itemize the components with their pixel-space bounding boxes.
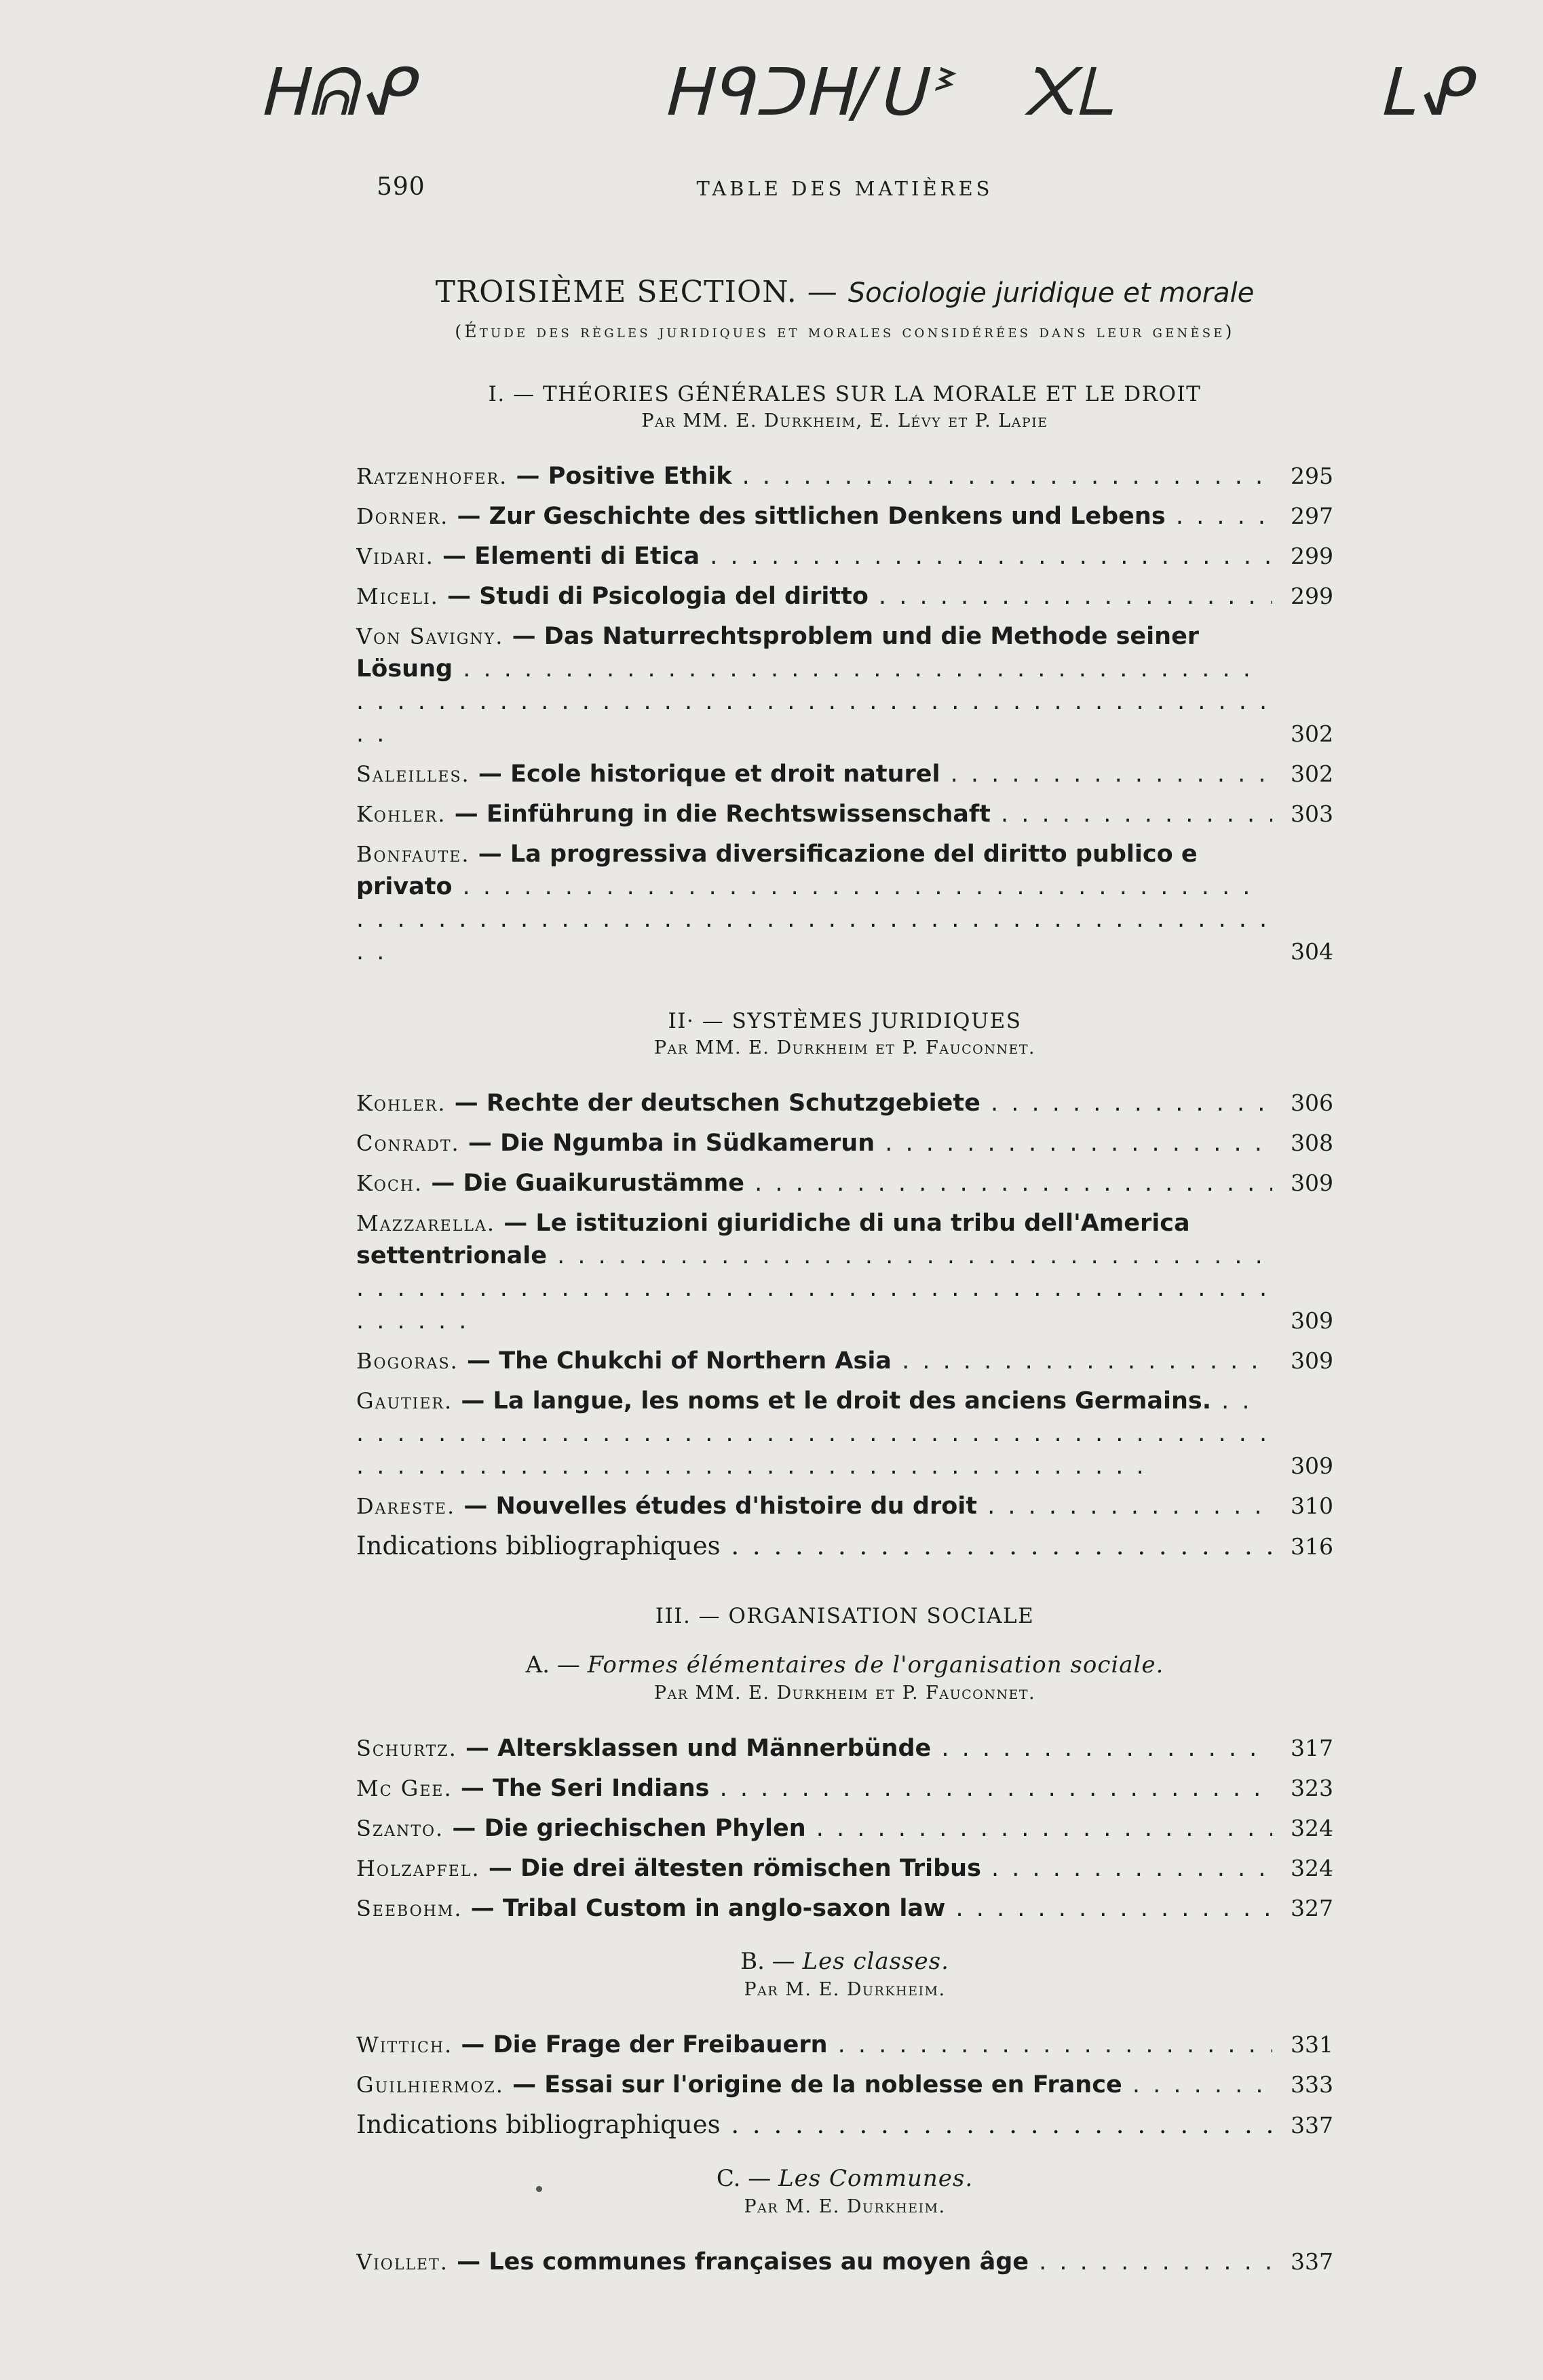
subsection-c-entry-list: [356, 2246, 1333, 2278]
toc-entry-author: Schurtz.: [356, 1735, 457, 1761]
toc-entry-page: 324: [1291, 1855, 1333, 1881]
toc-entry-page: 308: [1291, 1130, 1333, 1156]
toc-entry-page: 316: [1291, 1533, 1333, 1560]
toc-entry-text: [356, 838, 1272, 968]
subsection-c-byline: Par M. E. Durkheim.: [744, 2196, 946, 2217]
toc-entry-text: [356, 1207, 1272, 1337]
subsection-a-label: A. —: [525, 1651, 580, 1678]
toc-entry-title: — Essai sur l'origine de la noblesse en France . . .: [512, 2071, 1272, 2098]
subsection-b-label: B. —: [740, 1948, 795, 1975]
toc-entry-text: [356, 2029, 1272, 2061]
toc-entry-page: 302: [1291, 761, 1333, 787]
toc-entry-page: 309: [1291, 1347, 1333, 1374]
toc-entry: [356, 500, 1333, 533]
toc-entry-text: [356, 1490, 1272, 1522]
toc-entry-author: Szanto.: [356, 1816, 444, 1841]
toc-entry-title: — Altersklassen und Männerbünde . . .: [465, 1735, 1272, 1762]
toc-entry-author: Ratzenhofer.: [356, 463, 508, 489]
toc-entry-author: Mc Gee.: [356, 1776, 453, 1801]
toc-entry-text: [356, 1732, 1272, 1765]
toc-entry-title: — Le istituzioni giuridiche di una tribu dell'America settentrionale . . .: [356, 1210, 1270, 1335]
toc-entry-text: [356, 620, 1272, 750]
section-title-text: TROISIÈME SECTION. —: [435, 275, 838, 309]
toc-entry-title: — La progressiva diversificazione del diritto publico e privato . . .: [356, 841, 1270, 965]
toc-entry-author: Bonfaute.: [356, 841, 470, 867]
toc-entry: [356, 1087, 1333, 1119]
toc-entry-title: — The Seri Indians . . .: [461, 1775, 1272, 1802]
toc-entry-text: [356, 1385, 1272, 1482]
toc-entry-title: — The Chukchi of Northern Asia . . .: [467, 1347, 1272, 1375]
toc-entry-author: Kohler.: [356, 1090, 446, 1116]
part1-heading: I. — THÉORIES GÉNÉRALES SUR LA MORALE ET LE DROIT: [488, 382, 1202, 406]
toc-entry: [356, 758, 1333, 790]
running-title: TABLE DES MATIÈRES: [696, 177, 993, 200]
toc-entry-page: 299: [1291, 543, 1333, 569]
toc-entry-page: 302: [1291, 721, 1333, 747]
toc-entry-page: 309: [1291, 1170, 1333, 1196]
toc-entry-page: 323: [1291, 1775, 1333, 1801]
toc-entry-title: — Die Guaikurustämme . . .: [431, 1170, 1272, 1197]
part1-byline: Par MM. E. Durkheim, E. Lévy et P. Lapie: [641, 410, 1048, 431]
section-subtitle: (Étude des règles juridiques et morales considérées dans leur genèse): [455, 322, 1235, 341]
toc-entry: [356, 2246, 1333, 2278]
toc-entry: [356, 1167, 1333, 1199]
toc-entry: [356, 620, 1333, 750]
section-title: [356, 275, 1333, 309]
document-page: [356, 173, 1333, 2286]
toc-entry-author: Vidari.: [356, 543, 434, 569]
toc-entry-author: Miceli.: [356, 583, 439, 609]
toc-entry: [356, 540, 1333, 573]
toc-entry-page: 303: [1291, 801, 1333, 827]
toc-entry-text: [356, 1772, 1272, 1805]
subsection-a-byline: Par MM. E. Durkheim et P. Fauconnet.: [653, 1683, 1036, 1704]
toc-entry: [356, 1892, 1333, 1925]
toc-entry: [356, 838, 1333, 968]
toc-entry-title: Indications bibliographiques . . .: [356, 1531, 1272, 1560]
toc-entry-author: Mazzarella.: [356, 1210, 496, 1236]
toc-entry-title: — Tribal Custom in anglo-saxon law . . .: [471, 1895, 1272, 1922]
handwritten-note-1: ᕼᕱᕵ: [258, 54, 414, 130]
toc-entry-title: — Die Ngumba in Südkamerun . . .: [468, 1130, 1272, 1157]
subsection-a-entry-list: [356, 1732, 1333, 1925]
toc-entry-page: 297: [1291, 503, 1333, 529]
toc-entry-title: Indications bibliographiques . . .: [356, 2110, 1272, 2139]
toc-entry-page: 337: [1291, 2112, 1333, 2138]
toc-entry: [356, 580, 1333, 613]
part1-entry-list: [356, 460, 1333, 968]
toc-entry-title: — Einführung in die Rechtswissenschaft . . .: [455, 801, 1272, 828]
paper-speck: [536, 2186, 542, 2192]
toc-entry-text: [356, 580, 1272, 613]
toc-entry: [356, 1127, 1333, 1159]
toc-entry-title: — Positive Ethik . . .: [516, 463, 1272, 490]
toc-entry-text: [356, 1892, 1272, 1925]
toc-entry-author: Von Savigny.: [356, 623, 504, 649]
toc-entry-author: Wittich.: [356, 2032, 453, 2058]
toc-entry-title: — Studi di Psicologia del diritto . . .: [447, 583, 1272, 610]
subsection-a-heading: [356, 1651, 1333, 1678]
toc-entry-text: [356, 1812, 1272, 1845]
toc-entry-author: Bogoras.: [356, 1348, 459, 1374]
part2-entry-list: [356, 1087, 1333, 1563]
toc-entry-title: — Die Frage der Freibauern . . .: [461, 2031, 1272, 2058]
toc-entry-author: Koch.: [356, 1170, 423, 1196]
toc-entry: [356, 1530, 1333, 1563]
toc-entry-page: 331: [1291, 2031, 1333, 2058]
toc-entry-text: [356, 2109, 1272, 2142]
toc-entry-author: Holzapfel.: [356, 1856, 480, 1881]
toc-entry-page: 317: [1291, 1735, 1333, 1761]
subsection-a-title: Formes élémentaires de l'organisation sociale.: [587, 1651, 1164, 1678]
toc-entry-title: — Zur Geschichte des sittlichen Denkens und Lebens . . .: [457, 503, 1273, 530]
toc-entry-text: [356, 1127, 1272, 1159]
toc-entry-text: [356, 500, 1272, 533]
toc-entry-author: Conradt.: [356, 1130, 460, 1156]
toc-entry-text: [356, 798, 1272, 830]
toc-entry-text: [356, 460, 1272, 493]
section-title-italic: Sociologie juridique et morale: [847, 277, 1255, 309]
toc-entry-page: 295: [1291, 463, 1333, 489]
toc-entry-author: Kohler.: [356, 801, 446, 827]
toc-entry: [356, 2029, 1333, 2061]
toc-entry-text: [356, 1167, 1272, 1199]
toc-entry: [356, 1345, 1333, 1377]
toc-entry-page: 309: [1291, 1307, 1333, 1334]
subsection-b-entry-list: [356, 2029, 1333, 2142]
toc-entry-text: [356, 1530, 1272, 1563]
toc-entry-text: [356, 1852, 1272, 1885]
running-header: [356, 173, 1333, 220]
subsection-c-heading: [356, 2165, 1333, 2192]
toc-entry-author: Gautier.: [356, 1388, 453, 1414]
toc-entry: [356, 1490, 1333, 1522]
toc-entry-text: [356, 2246, 1272, 2278]
page-number: 590: [377, 173, 425, 201]
subsection-b-title: Les classes.: [802, 1948, 949, 1975]
toc-entry-text: [356, 758, 1272, 790]
toc-entry-page: 304: [1291, 938, 1333, 965]
toc-entry-author: Viollet.: [356, 2249, 449, 2275]
part2-heading: II· — SYSTÈMES JURIDIQUES: [668, 1009, 1022, 1033]
part3-heading: III. — ORGANISATION SOCIALE: [655, 1604, 1035, 1628]
toc-entry-author: Dorner.: [356, 503, 449, 529]
toc-entry-author: Dareste.: [356, 1493, 456, 1519]
toc-entry-title: — Les communes françaises au moyen âge . . .: [457, 2248, 1272, 2276]
toc-entry-text: [356, 540, 1272, 573]
toc-entry: [356, 798, 1333, 830]
subsection-b-byline: Par M. E. Durkheim.: [744, 1979, 946, 2000]
toc-entry-page: 337: [1291, 2248, 1333, 2275]
toc-entry-page: 309: [1291, 1453, 1333, 1479]
toc-entry-title: — Die griechischen Phylen . . .: [452, 1815, 1272, 1842]
toc-entry-title: — Rechte der deutschen Schutzgebiete . . .: [455, 1090, 1272, 1117]
toc-entry-title: — Das Naturrechtsproblem und die Methode seiner Lösung . . .: [356, 623, 1270, 748]
toc-entry: [356, 1385, 1333, 1482]
toc-entry-author: Saleilles.: [356, 761, 470, 787]
toc-entry: [356, 2109, 1333, 2142]
toc-entry: [356, 1207, 1333, 1337]
toc-entry-author: Guilhiermoz.: [356, 2072, 504, 2098]
toc-entry-page: 310: [1291, 1493, 1333, 1519]
toc-entry-title: — La langue, les noms et le droit des anciens Germains. . . .: [356, 1387, 1270, 1480]
handwritten-note-4: ᒪᕵ: [1377, 54, 1471, 130]
handwritten-note-2: ᕼᑫᑐᕼ/ᑌᕑ: [662, 54, 951, 130]
toc-entry-page: 327: [1291, 1895, 1333, 1921]
subsection-c-label: C. —: [716, 2165, 772, 2192]
toc-entry-title: — Die drei ältesten römischen Tribus . . .: [489, 1855, 1272, 1882]
subsection-c-title: Les Communes.: [778, 2165, 974, 2192]
toc-entry: [356, 460, 1333, 493]
toc-entry-text: [356, 2069, 1272, 2101]
toc-entry-page: 299: [1291, 583, 1333, 609]
toc-entry: [356, 1732, 1333, 1765]
toc-entry-text: [356, 1345, 1272, 1377]
toc-entry-author: Seebohm.: [356, 1896, 463, 1921]
toc-entry-text: [356, 1087, 1272, 1119]
toc-entry: [356, 1772, 1333, 1805]
toc-entry-title: — Ecole historique et droit naturel . . .: [478, 761, 1272, 788]
handwritten-note-3: ᙭ᒪ: [1021, 54, 1116, 130]
toc-entry: [356, 1812, 1333, 1845]
toc-entry: [356, 2069, 1333, 2101]
toc-entry-title: — Nouvelles études d'histoire du droit . . .: [463, 1493, 1272, 1520]
toc-entry-page: 333: [1291, 2071, 1333, 2098]
part2-byline: Par MM. E. Durkheim et P. Fauconnet.: [653, 1037, 1036, 1058]
toc-entry: [356, 1852, 1333, 1885]
toc-entry-page: 324: [1291, 1815, 1333, 1841]
toc-entry-title: — Elementi di Etica . . .: [442, 543, 1272, 570]
toc-entry-page: 306: [1291, 1090, 1333, 1116]
subsection-b-heading: [356, 1948, 1333, 1975]
